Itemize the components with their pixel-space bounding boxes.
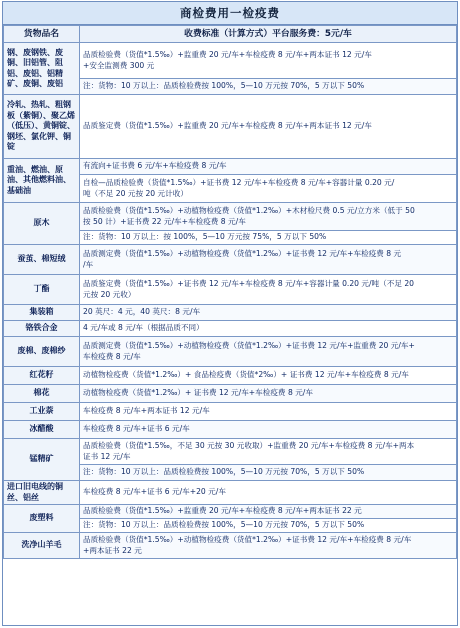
goods-name-cell: 洗净山羊毛 bbox=[4, 533, 80, 559]
fee-detail-line: 动植物检疫费（货值*1.2‰）+ 证书费 12 元/车+车检疫费 8 元/车 bbox=[83, 388, 313, 398]
fee-detail-line: +两本证书 22 元 bbox=[83, 545, 142, 555]
goods-name-cell: 集装箱 bbox=[4, 305, 80, 321]
table-row bbox=[4, 159, 457, 175]
fee-detail-cell bbox=[80, 305, 457, 321]
goods-name-cell: 蚕茧、棉短绒 bbox=[4, 245, 80, 275]
header-row bbox=[4, 26, 457, 43]
fee-detail-line: /车 bbox=[83, 259, 94, 269]
fee-detail-cell bbox=[80, 465, 457, 481]
fee-detail-cell bbox=[80, 481, 457, 505]
fee-detail-cell bbox=[80, 505, 457, 519]
fee-detail-line: 20 英尺：4 元，40 英尺：8 元/车 bbox=[83, 307, 201, 317]
fee-detail-line: 车检疫费 8 元/车+证书 6 元/车 bbox=[83, 424, 190, 434]
goods-name-cell: 重油、燃油、原油、其他燃料油、基础油 bbox=[4, 159, 80, 203]
table-row bbox=[4, 421, 457, 439]
fee-detail-line: 车检疫费 8 元/车+两本证书 12 元/车 bbox=[83, 406, 210, 416]
table-row bbox=[4, 95, 457, 159]
fee-detail-cell bbox=[80, 439, 457, 465]
fee-detail-line: 品质检验费（货值*1.5‰）+监重费 20 元/车+车检疫费 8 元/车+两本证书 22 元 bbox=[83, 506, 362, 516]
fee-detail-line: 注：货物：10 万以上：品质检验费按 100%，5—10 万元按 70%，5 万以下 50% bbox=[83, 467, 365, 477]
goods-name-cell: 钢、废钢铁、废铜、旧铝管、阻铝、废铝、铝精矿、废铜、废铝 bbox=[4, 43, 80, 95]
fee-detail-line: 品质检验费（货值*1.5‰）+监重费 20 元/车+车检疫费 8 元/车+两本证书 12 元/车 bbox=[83, 50, 372, 60]
fee-detail-line: 有流向+证书费 6 元/车+车检疫费 8 元/车 bbox=[83, 161, 227, 171]
table-row bbox=[4, 305, 457, 321]
fee-detail-line: 证书 12 元/车 bbox=[83, 451, 131, 461]
fee-detail-line: +安全监测费 300 元 bbox=[83, 60, 155, 70]
fee-detail-line: 按 50 计）+证书费 22 元/车+车检疫费 8 元/车 bbox=[83, 216, 246, 226]
table-row bbox=[4, 505, 457, 519]
fee-detail-line: 品质测定费（货值*1.5‰）+动植物检疫费（货值*1.2‰）+证书费 12 元/车+监重费 20 元/车+ bbox=[83, 341, 415, 351]
fee-detail-cell bbox=[80, 337, 457, 367]
table-row bbox=[4, 337, 457, 367]
fee-detail-cell bbox=[80, 321, 457, 337]
fee-detail-line: 注：货物：10 万以上：品质检验费按 100%，5—10 万元按 70%，5 万以下 50% bbox=[83, 520, 365, 530]
table-row bbox=[4, 245, 457, 275]
goods-name-cell: 丁酯 bbox=[4, 275, 80, 305]
table-row bbox=[4, 321, 457, 337]
fee-detail-line: 动植物检疫费（货值*1.2‰）+ 食品检疫费（货值*2‰）+ 证书费 12 元/车+车检疫费 8 元/车 bbox=[83, 370, 409, 380]
fee-detail-cell bbox=[80, 519, 457, 533]
fee-detail-cell bbox=[80, 95, 457, 159]
fee-table-sheet bbox=[2, 1, 458, 626]
goods-name-cell: 铬铁合金 bbox=[4, 321, 80, 337]
table-row bbox=[4, 43, 457, 79]
goods-name-cell: 废塑料 bbox=[4, 505, 80, 533]
fee-detail-line: 注：货物：10 万以上：按 100%，5—10 万元按 75%，5 万以下 50% bbox=[83, 232, 327, 242]
fee-detail-cell bbox=[80, 175, 457, 203]
goods-name-cell: 废棉、废棉纱 bbox=[4, 337, 80, 367]
fee-detail-line: 品质检验费（货值*1.5‰，不足 30 元按 30 元收取）+监重费 20 元/车+车检疫费 8 元/车+两本 bbox=[83, 441, 415, 451]
table-row bbox=[4, 403, 457, 421]
table-row bbox=[4, 481, 457, 505]
table-row bbox=[4, 439, 457, 465]
fee-table bbox=[3, 25, 457, 559]
fee-detail-cell bbox=[80, 385, 457, 403]
fee-detail-line: 品质测定费（货值*1.5‰）+动植物检疫费（货值*1.2‰）+证书费 12 元/车+车检疫费 8 元 bbox=[83, 249, 402, 259]
fee-detail-cell bbox=[80, 203, 457, 231]
goods-name-cell: 棉花 bbox=[4, 385, 80, 403]
goods-name-cell: 锰精矿 bbox=[4, 439, 80, 481]
table-row bbox=[4, 385, 457, 403]
fee-detail-cell bbox=[80, 533, 457, 559]
fee-detail-cell bbox=[80, 403, 457, 421]
goods-name-cell: 冷轧、热轧、粗钢板（紫铜）、聚乙烯（低压）、黄铜锭、钢坯、氯化钾、铜锭 bbox=[4, 95, 80, 159]
header-fee-standard: 收费标准（计算方式）平台服务费：5元/车 bbox=[80, 26, 457, 43]
fee-detail-line: 品质检验费（货值*1.5‰）+动植物检疫费（货值*1.2‰）+证书费 12 元/车+车检疫费 8 元/车 bbox=[83, 535, 412, 545]
table-row bbox=[4, 203, 457, 231]
fee-detail-line: 注：货物：10 万以上：品质检验费按 100%，5—10 万元按 70%，5 万以下 50% bbox=[83, 81, 365, 91]
table-row bbox=[4, 533, 457, 559]
fee-detail-cell bbox=[80, 43, 457, 79]
fee-detail-cell bbox=[80, 159, 457, 175]
table-row bbox=[4, 367, 457, 385]
fee-detail-cell bbox=[80, 79, 457, 95]
fee-detail-line: 元按 20 元收） bbox=[83, 289, 136, 299]
fee-detail-cell bbox=[80, 245, 457, 275]
fee-detail-line: 品质鉴定费（货值*1.5‰）+证书费 12 元/车+车检疫费 8 元/车+容器计量 0.20 元/吨（不足 20 bbox=[83, 279, 415, 289]
fee-detail-line: 4 元/车或 8 元/车（根据品质不同） bbox=[83, 323, 204, 333]
fee-detail-line: 品质检验费（货值*1.5‰）+动植物检疫费（货值*1.2‰）+木材检尺费 0.5 元/立方米（低于 50 bbox=[83, 206, 415, 216]
goods-name-cell: 工业萘 bbox=[4, 403, 80, 421]
goods-name-cell: 进口旧电线的铜丝、铝丝 bbox=[4, 481, 80, 505]
fee-detail-line: 车检疫费 8 元/车+证书 6 元/车+20 元/车 bbox=[83, 487, 226, 497]
fee-detail-line: 吨（不足 20 元按 20 元计收） bbox=[83, 188, 188, 198]
goods-name-cell: 冰醋酸 bbox=[4, 421, 80, 439]
fee-detail-cell bbox=[80, 231, 457, 245]
goods-name-cell: 红花籽 bbox=[4, 367, 80, 385]
fee-detail-cell bbox=[80, 275, 457, 305]
fee-detail-line: 车检疫费 8 元/车 bbox=[83, 351, 141, 361]
fee-detail-cell bbox=[80, 367, 457, 385]
fee-detail-line: 自检—品质检验费（货值*1.5‰）+证书费 12 元/车+车检疫费 8 元/车+容器计量 0.20 元/ bbox=[83, 178, 395, 188]
goods-name-cell: 原木 bbox=[4, 203, 80, 245]
header-goods-name: 货物品名 bbox=[4, 26, 80, 43]
table-row bbox=[4, 275, 457, 305]
fee-detail-line: 品质鉴定费（货值*1.5‰）+监重费 20 元/车+车检疫费 8 元/车+两本证书 12 元/车 bbox=[83, 121, 372, 131]
table-title: 商检费用一检疫费 bbox=[3, 2, 457, 25]
fee-detail-cell bbox=[80, 421, 457, 439]
